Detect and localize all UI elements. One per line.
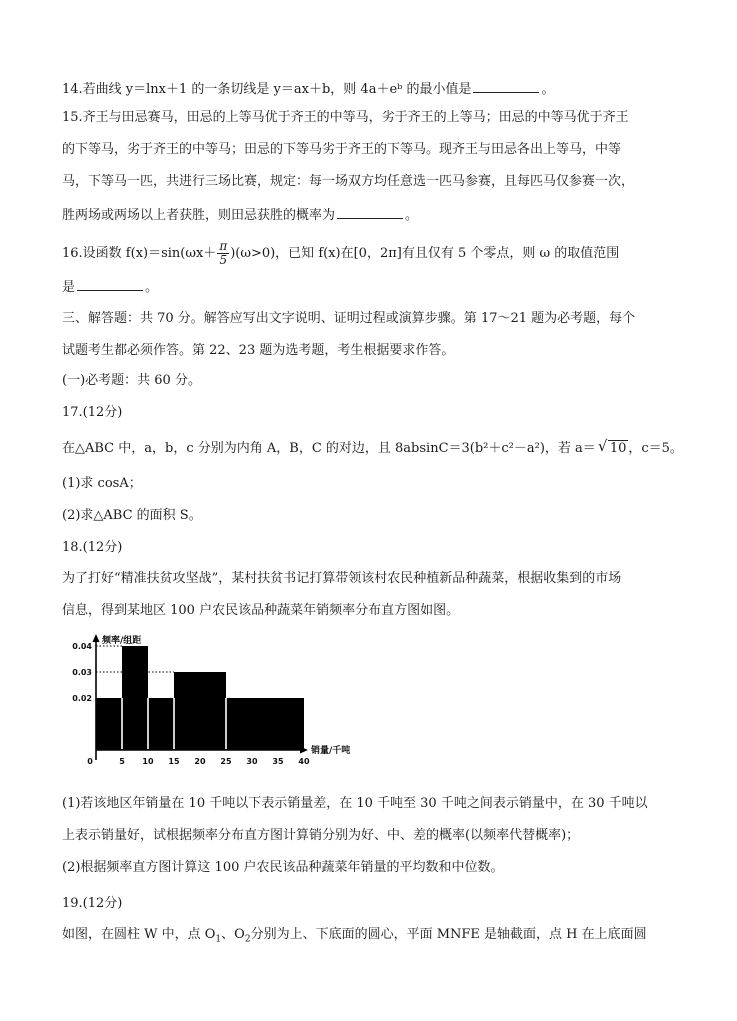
question-15-line-3: 马，下等马一匹，共进行三场比赛，规定：每一场双方均任意选一匹马参赛，且每匹马仅参赛一次， [62,174,635,189]
question-17-heading: 17.(12分) [62,405,123,420]
question-18-heading: 18.(12分) [62,540,123,555]
frequency-histogram [62,632,352,772]
y-tick-label: 0.04 [72,642,92,651]
y-axis-arrow [93,634,100,642]
histogram-bar [252,698,278,750]
question-17-part-1: (1)求 cosA； [62,476,142,491]
section-3-line-3: (一)必考题：共 60 分。 [62,373,201,388]
histogram-bars [96,646,304,750]
x-tick-label: 40 [298,757,310,766]
x-axis-label: 销量/千吨 [311,746,351,756]
question-16-line-2: 是 。 [62,280,159,295]
histogram-bar [148,698,174,750]
histogram-bar [278,698,304,750]
question-14: 14.若曲线 y＝lnx＋1 的一条切线是 y＝ax＋b，则 4a＋eᵇ 的最小值是 。 [62,82,555,97]
x-tick-label: 20 [194,757,206,766]
histogram-bar [200,672,226,750]
x-tick-label: 15 [168,757,180,766]
question-17-part-2: (2)求△ABC 的面积 S。 [62,508,202,523]
answer-blank-15[interactable] [337,206,403,219]
x-tick-label: 0 [87,757,93,766]
question-15-line-1: 15.齐王与田忌赛马，田忌的上等马优于齐王的中等马，劣于齐王的上等马；田忌的中等马优于齐王 [62,110,629,125]
question-18-part-1-line-1: (1)若该地区年销量在 10 千吨以下表示销量差，在 10 千吨至 30 千吨之间表示销量中，在 30 千吨以 [62,796,648,811]
question-19-line-1: 如图，在圆柱 W 中，点 $O_1$、$O_2$分别为上、下底面的圆心，平面 MNFE 是轴截面，点 H 在上底面圆 [62,927,647,945]
x-tick-label: 5 [119,757,125,766]
x-tick-label: 10 [142,757,154,766]
question-17-statement: 在△ABC 中，a，b，c 分别为内角 A，B，C 的对边，且 8absinC＝3(b²＋c²－a²)，若 a＝ √ 10 ，c＝5。 [62,437,683,456]
question-15-line-4: 胜两场或两场以上者获胜，则田忌获胜的概率为 。 [62,208,419,223]
question-18-part-1-line-2: 上表示销量好，试根据频率分布直方图计算销分别为好、中、差的概率(以频率代替概率)； [62,828,580,843]
histogram-bar [174,672,200,750]
sqrt-10: √ 10 [597,437,627,456]
histogram-bar [96,698,122,750]
x-tick-label: 35 [272,757,284,766]
answer-blank-16[interactable] [77,278,143,291]
y-axis-label: 频率/组距 [102,636,142,646]
question-15-line-2: 的下等马，劣于齐王的中等马；田忌的下等马劣于齐王的下等马。现齐王与田忌各出上等马，中等 [62,142,622,157]
histogram-bar [122,646,148,750]
section-3-line-2: 试题考生都必须作答。第 22、23 题为选考题，考生根据要求作答。 [62,343,455,358]
fraction-pi-over-5: $\frac{\pi}{5}$ [219,239,228,267]
y-tick-labels [72,642,92,703]
question-18-part-2: (2)根据频率直方图计算这 100 户农民该品种蔬菜年销量的平均数和中位数。 [62,860,504,875]
question-18-line-1: 为了打好“精准扶贫攻坚战”，某村扶贫书记打算带领该村农民种植新品种蔬菜，根据收集到的市场 [62,571,622,586]
question-18-line-2: 信息，得到某地区 100 户农民该品种蔬菜年销频率分布直方图如图。 [62,603,460,618]
y-tick-label: 0.02 [72,694,92,703]
answer-blank-14[interactable] [473,80,539,93]
x-tick-label: 30 [246,757,258,766]
question-19-heading: 19.(12分) [62,896,123,911]
x-tick-labels [87,757,310,766]
y-tick-label: 0.03 [72,668,92,677]
section-3-line-1: 三、解答题：共 70 分。解答应写出文字说明、证明过程或演算步骤。第 17～21 题为必考题，每个 [62,311,636,326]
histogram-bar [226,698,252,750]
question-16-line-1: 16.设函数 f(x)＝sin(ωx＋ $\frac{\pi}{5}$ )(ω>0)，已知 f(x)在[0，2π]有且仅有 5 个零点，则 ω 的取值范围 [62,239,620,267]
x-tick-label: 25 [220,757,232,766]
